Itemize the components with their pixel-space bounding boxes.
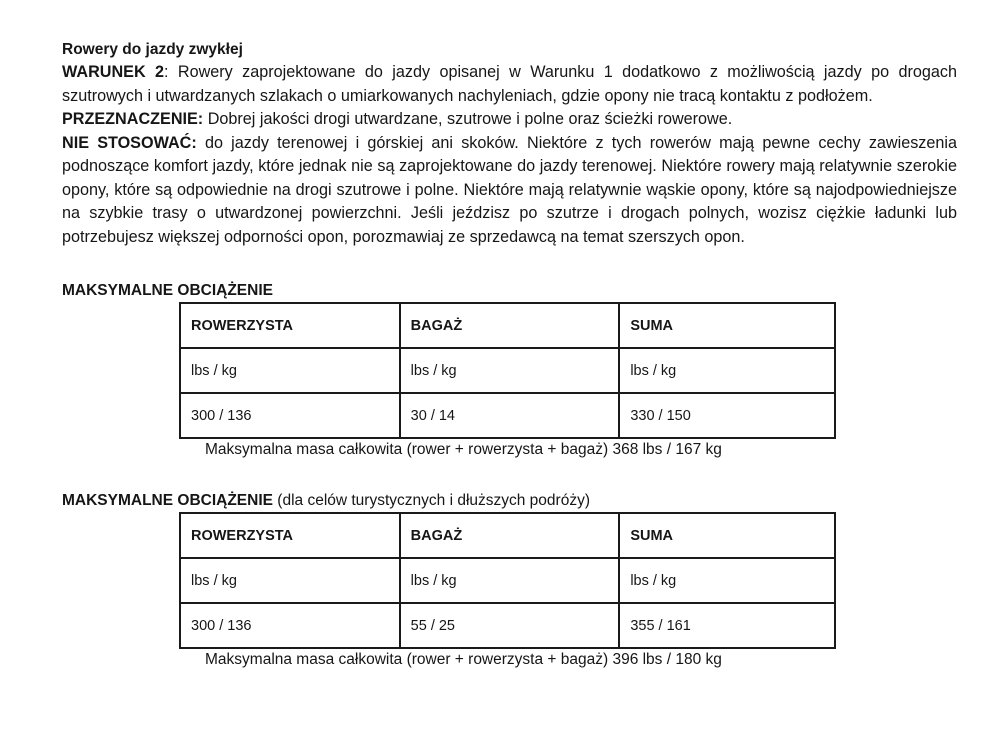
header-rider: ROWERZYSTA <box>180 513 400 558</box>
purpose-label: PRZEZNACZENIE: <box>62 110 204 128</box>
header-luggage: BAGAŻ <box>400 513 620 558</box>
header-total: SUMA <box>619 303 835 348</box>
condition-paragraph <box>62 61 957 108</box>
table-values-row <box>180 603 835 648</box>
header-luggage: BAGAŻ <box>400 303 620 348</box>
units-luggage: lbs / kg <box>400 348 620 393</box>
table-units-row <box>180 558 835 603</box>
units-rider: lbs / kg <box>180 348 400 393</box>
max-load-touring-subtitle: (dla celów turystycznych i dłuższych podróży) <box>272 492 590 509</box>
max-load-table <box>179 302 836 439</box>
cut-off-text-line <box>62 734 622 742</box>
table-header-row <box>180 513 835 558</box>
value-rider: 300 / 136 <box>180 393 400 438</box>
dont-use-label: NIE STOSOWAĆ: <box>62 133 197 152</box>
max-load-touring-title <box>62 490 957 512</box>
max-load-touring-table <box>179 512 836 649</box>
max-load-touring-title-text: MAKSYMALNE OBCIĄŻENIE <box>62 492 273 509</box>
purpose-text: Dobrej jakości drogi utwardzane, szutrowe i polne oraz ścieżki rowerowe. <box>203 110 733 128</box>
max-load-title-text: MAKSYMALNE OBCIĄŻENIE <box>62 282 273 299</box>
value-total: 330 / 150 <box>619 393 835 438</box>
units-total: lbs / kg <box>619 348 835 393</box>
dont-use-text: do jazdy terenowej i górskiej ani skoków. Niektóre z tych rowerów mają pewne cechy zawieszenia podnoszące komfort jazdy, które jednak nie są zaprojektowane do jazdy terenowej. Niektóre rowery mają relatywnie szerokie opony, które są odpowiednie na drogi szutrowe i polne. Niektóre mają relatywnie wąskie opony, które są najodpowiedniejsze na szybkie trasy o utwardzonej powierzchni. Jeśli jeździsz po szutrze i drogach polnych, wozisz ciężkie ładunki lub potrzebujesz większej odporności opon, porozmawiaj ze sprzedawcą na temat szerszych opon. <box>62 133 957 246</box>
max-load-title <box>62 280 957 302</box>
purpose-paragraph <box>62 108 957 132</box>
condition-text: : Rowery zaprojektowane do jazdy opisanej w Warunku 1 dodatkowo z możliwością jazdy po drogach szutrowych i utwardzanych szlakach o umiarkowanych nachyleniach, gdzie opony nie tracą kontaktu z podłożem. <box>62 63 957 105</box>
units-luggage: lbs / kg <box>400 558 620 603</box>
header-rider: ROWERZYSTA <box>180 303 400 348</box>
value-total: 355 / 161 <box>619 603 835 648</box>
table-header-row <box>180 303 835 348</box>
units-rider: lbs / kg <box>180 558 400 603</box>
header-total: SUMA <box>619 513 835 558</box>
document-page <box>62 38 957 671</box>
max-mass-caption: Maksymalna masa całkowita (rower + rowerzysta + bagaż) 368 lbs / 167 kg <box>205 441 722 458</box>
units-total: lbs / kg <box>619 558 835 603</box>
table-values-row <box>180 393 835 438</box>
section-heading: Rowery do jazdy zwykłej <box>62 41 243 58</box>
value-rider: 300 / 136 <box>180 603 400 648</box>
table-units-row <box>180 348 835 393</box>
dont-use-paragraph <box>62 132 957 250</box>
condition-label: WARUNEK 2 <box>62 63 165 81</box>
value-luggage: 55 / 25 <box>400 603 620 648</box>
value-luggage: 30 / 14 <box>400 393 620 438</box>
max-mass-touring-caption: Maksymalna masa całkowita (rower + rowerzysta + bagaż) 396 lbs / 180 kg <box>205 651 722 668</box>
